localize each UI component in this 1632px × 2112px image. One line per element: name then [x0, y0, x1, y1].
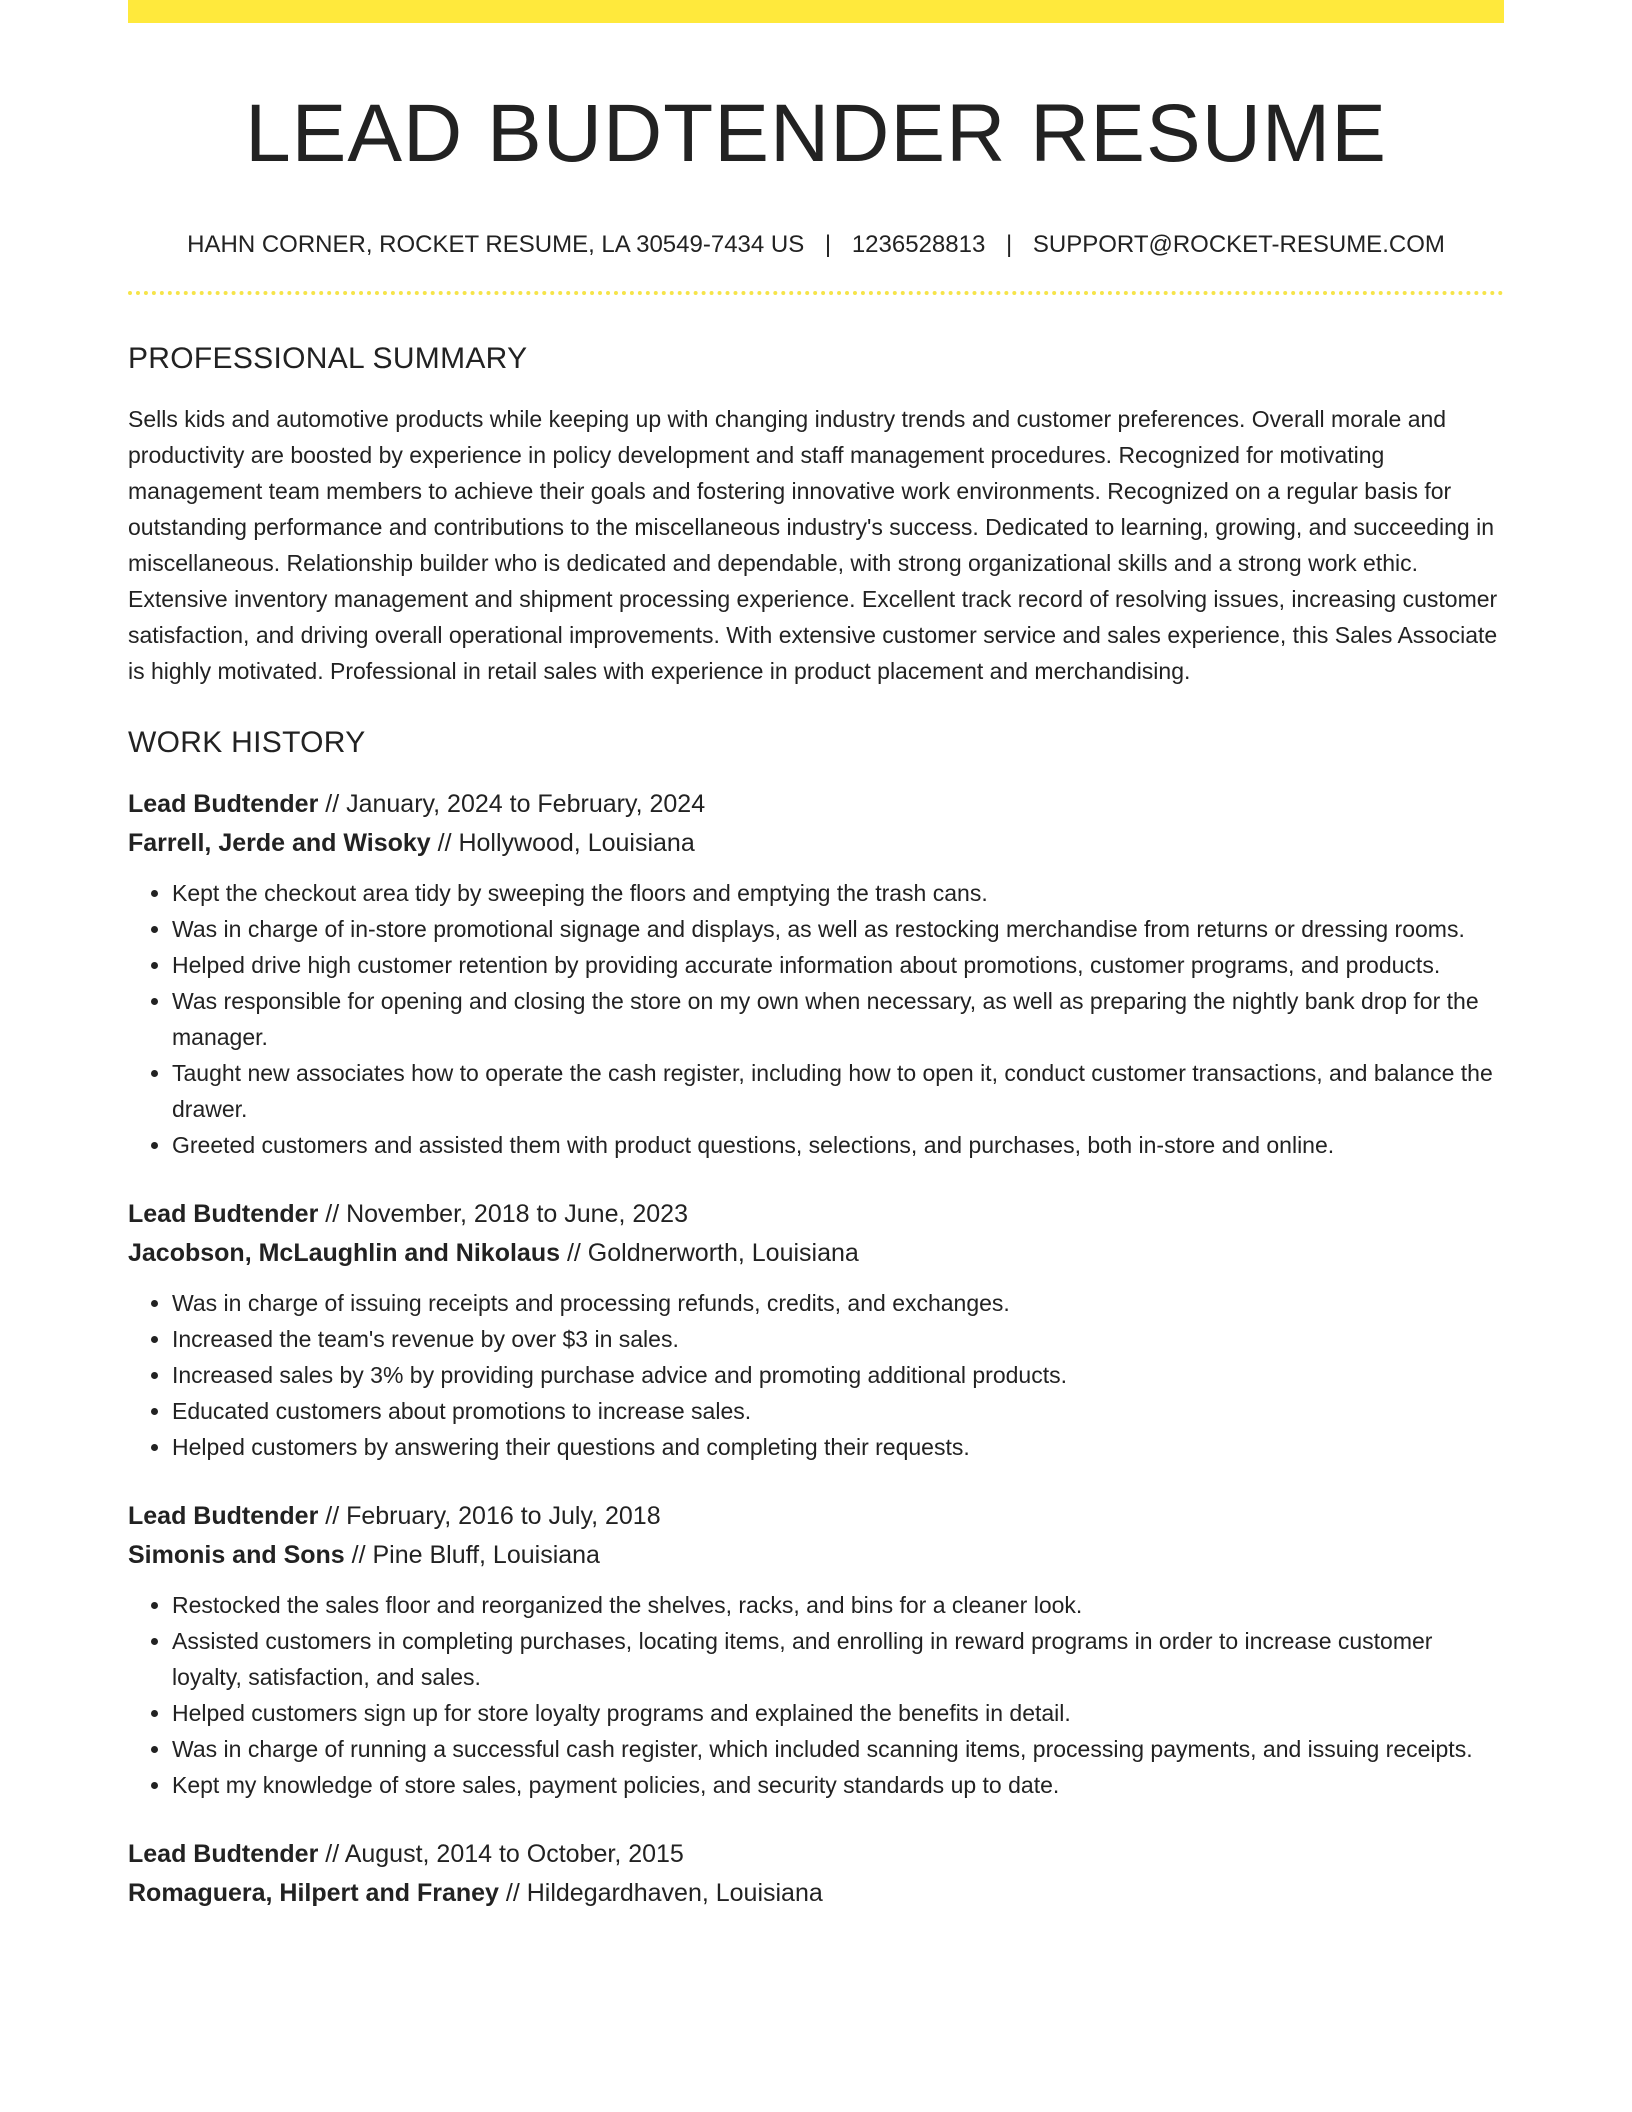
job-entry	[128, 1195, 1504, 1465]
contact-phone: 1236528813	[851, 231, 986, 259]
job-bullet: • Restocked the sales floor and reorganized the shelves, racks, and bins for a cleaner look.	[172, 1587, 1504, 1623]
work-history-heading: WORK HISTORY	[128, 725, 366, 759]
job-company-line	[128, 824, 1504, 863]
job-company: Jacobson, McLaughlin and Nikolaus	[128, 1238, 561, 1267]
job-entry	[128, 785, 1504, 1163]
contact-address: HAHN CORNER, ROCKET RESUME, LA 30549-7434 US	[187, 231, 805, 259]
summary-text: Sells kids and automotive products while keeping up with changing industry trends and customer preferences. Overall morale and productivity are boosted by experience in policy development and staff management procedures. Recognized for motivating management team members to achieve their goals and fostering innovative work environments. Recognized on a regular basis for outstanding performance and contributions to the miscellaneous industry's success. Dedicated to learning, growing, and succeeding in miscellaneous. Relationship builder who is dedicated and dependable, with strong organizational skills and a strong work ethic. Extensive inventory management and shipment processing experience. Excellent track record of resolving issues, increasing customer satisfaction, and driving overall operational improvements. With extensive customer service and sales experience, this Sales Associate is highly motivated. Professional in retail sales with experience in product placement and merchandising.	[128, 405, 1498, 684]
job-bullets	[128, 875, 1504, 1163]
job-company: Farrell, Jerde and Wisoky	[128, 828, 431, 857]
job-bullet: • Increased sales by 3% by providing purchase advice and promoting additional products.	[172, 1357, 1504, 1393]
job-bullet: • Kept the checkout area tidy by sweeping the floors and emptying the trash cans.	[172, 875, 1504, 911]
summary-heading: PROFESSIONAL SUMMARY	[128, 341, 528, 375]
job-company-line	[128, 1234, 1504, 1273]
job-entry	[128, 1497, 1504, 1803]
job-location: // Hildegardhaven, Louisiana	[498, 1878, 823, 1907]
job-title-line	[128, 785, 1504, 824]
job-location: // Pine Bluff, Louisiana	[344, 1540, 600, 1569]
job-bullet: • Was in charge of issuing receipts and processing refunds, credits, and exchanges.	[172, 1285, 1504, 1321]
resume-page	[128, 0, 1504, 1913]
job-bullet: • Helped drive high customer retention by providing accurate information about promotions, customer programs, and products.	[172, 947, 1504, 983]
job-title-line	[128, 1835, 1504, 1874]
job-dates: // February, 2016 to July, 2018	[318, 1501, 661, 1530]
job-bullet: • Taught new associates how to operate the cash register, including how to open it, conduct customer transactions, and balance the drawer.	[172, 1055, 1504, 1127]
job-location: // Goldnerworth, Louisiana	[560, 1238, 859, 1267]
contact-separator: |	[824, 231, 832, 259]
job-company-line	[128, 1536, 1504, 1575]
job-company-line	[128, 1874, 1504, 1913]
job-company: Simonis and Sons	[128, 1540, 345, 1569]
job-bullet: • Kept my knowledge of store sales, payment policies, and security standards up to date.	[172, 1767, 1504, 1803]
job-bullet: • Greeted customers and assisted them with product questions, selections, and purchases, both in-store and online.	[172, 1127, 1504, 1163]
job-bullet: • Was in charge of in-store promotional signage and displays, as well as restocking merchandise from returns or dressing rooms.	[172, 911, 1504, 947]
job-company: Romaguera, Hilpert and Franey	[128, 1878, 499, 1907]
job-bullet: • Increased the team's revenue by over $3 in sales.	[172, 1321, 1504, 1357]
job-title: Lead Budtender	[128, 1839, 319, 1868]
job-location: // Hollywood, Louisiana	[430, 828, 695, 857]
work-history-list	[128, 785, 1504, 1913]
job-dates: // January, 2024 to February, 2024	[318, 789, 706, 818]
job-bullet: • Was in charge of running a successful cash register, which included scanning items, processing payments, and issuing receipts.	[172, 1731, 1504, 1767]
contact-separator: |	[1005, 231, 1013, 259]
contact-email: SUPPORT@ROCKET-RESUME.COM	[1032, 231, 1445, 259]
job-title: Lead Budtender	[128, 1199, 319, 1228]
resume-title: LEAD BUDTENDER RESUME	[245, 88, 1387, 179]
accent-bar	[128, 0, 1504, 23]
job-dates: // August, 2014 to October, 2015	[318, 1839, 684, 1868]
job-title-line	[128, 1497, 1504, 1536]
job-bullet: • Assisted customers in completing purchases, locating items, and enrolling in reward programs in order to increase customer loyalty, satisfaction, and sales.	[172, 1623, 1504, 1695]
job-title-line	[128, 1195, 1504, 1234]
job-bullets	[128, 1285, 1504, 1465]
contact-line	[128, 229, 1504, 260]
job-bullets	[128, 1587, 1504, 1803]
job-bullet: • Helped customers sign up for store loyalty programs and explained the benefits in detail.	[172, 1695, 1504, 1731]
job-entry	[128, 1835, 1504, 1913]
job-title: Lead Budtender	[128, 1501, 319, 1530]
job-dates: // November, 2018 to June, 2023	[318, 1199, 688, 1228]
job-bullet: • Educated customers about promotions to increase sales.	[172, 1393, 1504, 1429]
header-divider	[128, 291, 1504, 295]
job-title: Lead Budtender	[128, 789, 319, 818]
job-bullet: • Was responsible for opening and closing the store on my own when necessary, as well as preparing the nightly bank drop for the manager.	[172, 983, 1504, 1055]
job-bullet: • Helped customers by answering their questions and completing their requests.	[172, 1429, 1504, 1465]
